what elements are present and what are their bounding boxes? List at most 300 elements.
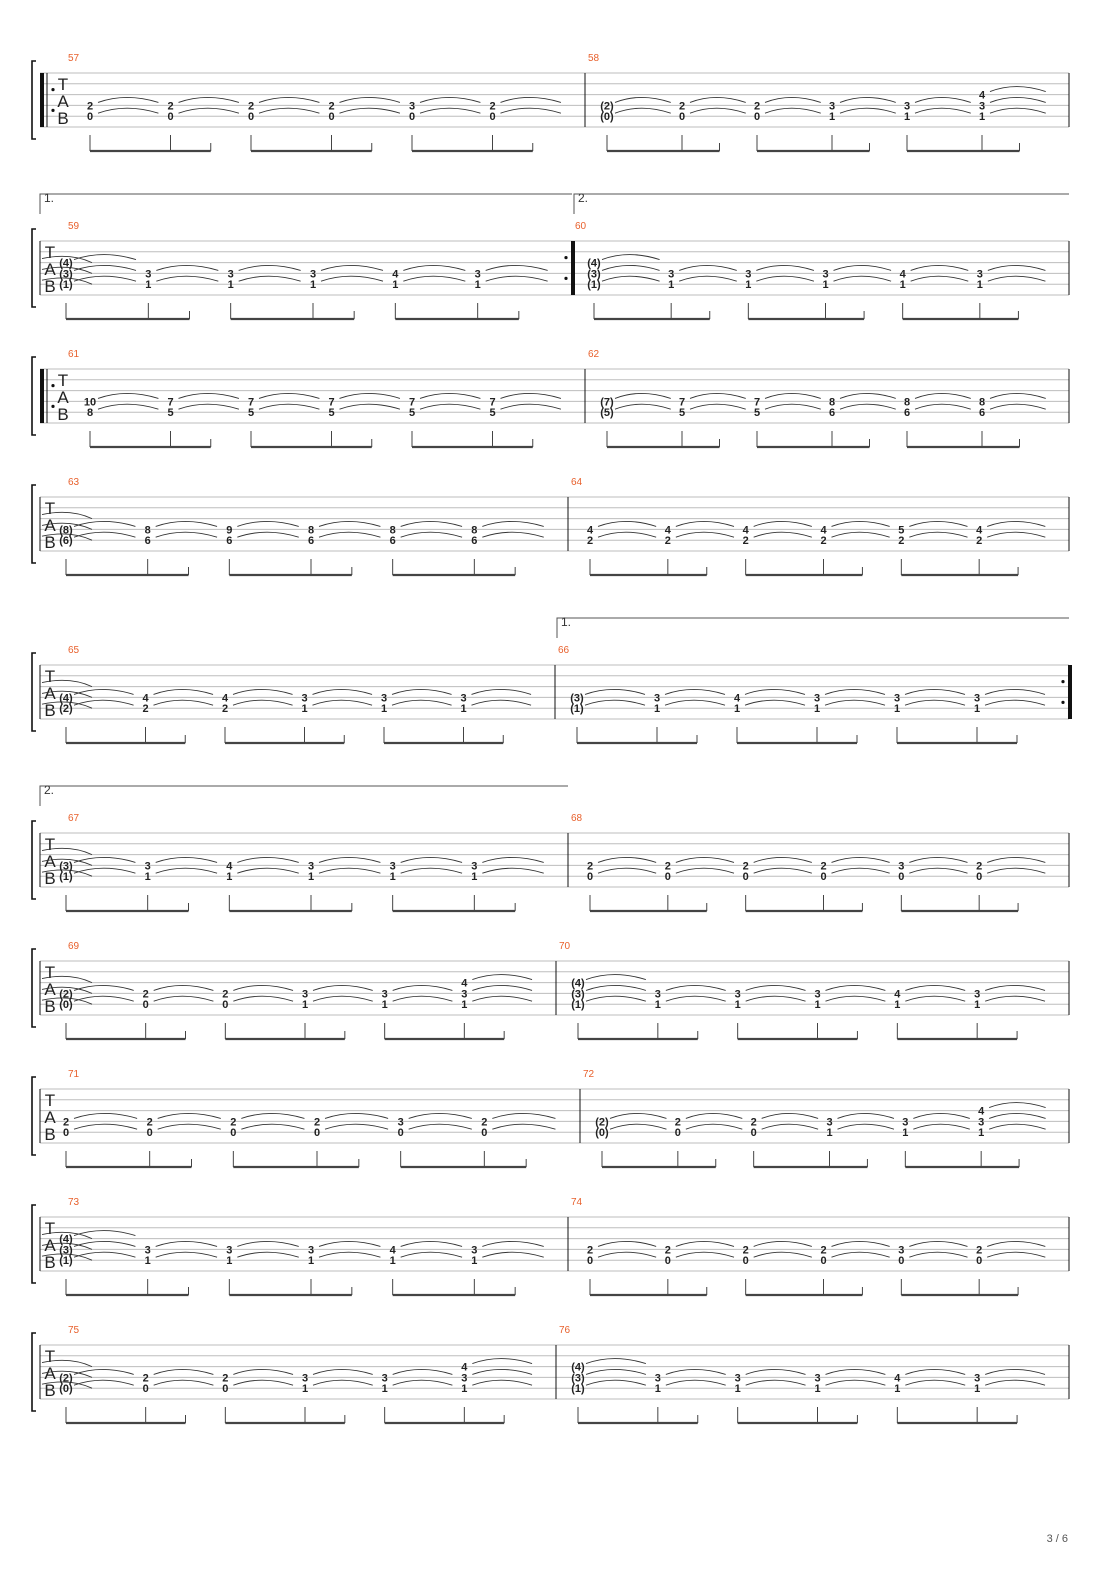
fret-number: 0: [142, 999, 149, 1012]
tie-arc: [233, 1380, 293, 1385]
tie-arc: [154, 996, 214, 1001]
tie-arc: [676, 532, 734, 537]
fret-number: 1: [814, 1383, 821, 1396]
measure-61: [68, 349, 561, 447]
tie-arc: [179, 97, 239, 102]
fret-number: 4: [894, 988, 901, 1001]
tab-clef-letter: A: [44, 1364, 56, 1383]
system-2: [32, 191, 1069, 319]
tie-arc: [482, 857, 543, 862]
tie-arc: [834, 276, 892, 281]
fret-number: (1): [59, 1255, 73, 1268]
fret-number: 1: [976, 279, 983, 292]
fret-number: 2: [481, 1116, 488, 1129]
measure-number: 62: [588, 349, 600, 360]
tie-arc: [615, 108, 671, 113]
fret-number: 0: [222, 999, 229, 1012]
measure-57: [68, 53, 561, 151]
measure-number: 61: [68, 349, 80, 360]
tie-arc: [909, 857, 967, 862]
fret-number: 4: [976, 524, 983, 537]
fret-number: 1: [828, 111, 836, 124]
tie-arc: [985, 1380, 1045, 1385]
tie-arc: [913, 1124, 969, 1129]
system-bracket: [32, 949, 36, 1027]
fret-number: 2: [489, 100, 496, 113]
tie-arc: [401, 521, 462, 526]
fret-number: 0: [230, 1127, 237, 1140]
volta-label: 2.: [44, 783, 55, 797]
fret-number: 1: [307, 1255, 315, 1268]
tie-arc: [321, 276, 383, 281]
fret-number: (4): [59, 1233, 73, 1246]
tie-arc: [826, 985, 886, 990]
measure-69: [59, 941, 532, 1039]
fret-number: 0: [742, 1255, 749, 1268]
tie-arc: [990, 393, 1046, 398]
fret-number: 3: [460, 692, 467, 705]
system-9: [32, 1197, 1069, 1295]
tie-arc: [746, 985, 806, 990]
tie-arc: [403, 276, 465, 281]
tie-arc: [98, 108, 158, 113]
tie-arc: [598, 532, 656, 537]
tie-arc: [676, 857, 734, 862]
fret-number: 1: [474, 279, 481, 292]
fret-number: 2: [976, 1244, 983, 1257]
fret-number: 2: [753, 100, 761, 113]
tie-arc: [482, 521, 543, 526]
tie-arc: [690, 393, 746, 398]
measure-number: 60: [575, 221, 587, 232]
tie-arc: [409, 1124, 472, 1129]
tie-arc: [233, 689, 293, 694]
fret-number: 0: [820, 871, 827, 884]
tie-arc: [690, 97, 746, 102]
tie-arc: [156, 1252, 217, 1257]
measure-65: [59, 645, 531, 743]
tie-arc: [909, 1252, 967, 1257]
tie-arc: [676, 1252, 734, 1257]
tie-arc: [319, 1241, 380, 1246]
tie-arc: [486, 265, 548, 270]
tie-arc: [666, 996, 726, 1001]
fret-number: (3): [59, 1244, 73, 1257]
fret-number: 3: [471, 1244, 478, 1257]
tie-arc: [762, 1124, 818, 1129]
tie-arc: [420, 404, 480, 409]
fret-number: 0: [481, 1127, 488, 1140]
system-3: [32, 349, 1069, 447]
measure-58: [588, 53, 1046, 151]
fret-number: 3: [307, 1244, 315, 1257]
fret-number: 3: [144, 1244, 151, 1257]
system-bracket: [32, 61, 36, 139]
fret-number: 0: [750, 1127, 757, 1140]
tie-arc: [420, 97, 480, 102]
fret-number: (5): [600, 407, 614, 420]
fret-number: 2: [146, 1116, 153, 1129]
fret-number: 4: [392, 268, 399, 281]
tie-arc: [602, 276, 660, 281]
tab-clef-letter: B: [57, 405, 69, 424]
measure-number: 57: [68, 53, 80, 64]
tie-arc: [313, 996, 373, 1001]
fret-number: (3): [59, 268, 73, 281]
tie-arc: [156, 276, 218, 281]
fret-number: 5: [328, 407, 335, 420]
fret-number: 2: [664, 535, 671, 548]
fret-number: 3: [898, 860, 905, 873]
fret-number: 2: [820, 1244, 827, 1257]
tie-arc: [74, 1113, 137, 1118]
tie-arc: [321, 265, 383, 270]
fret-number: 1: [144, 871, 151, 884]
tie-arc: [905, 996, 965, 1001]
fret-number: 3: [654, 1372, 661, 1385]
fret-number: 1: [973, 703, 981, 716]
tab-clef-letter: B: [44, 1125, 56, 1144]
tie-arc: [586, 996, 646, 1001]
tab-clef-letter: T: [44, 835, 56, 854]
fret-number: 3: [389, 860, 396, 873]
tie-arc: [482, 532, 543, 537]
tie-arc: [233, 985, 293, 990]
fret-number: 4: [389, 1244, 396, 1257]
fret-number: 4: [221, 692, 229, 705]
tie-arc: [259, 108, 319, 113]
tie-arc: [911, 265, 969, 270]
fret-number: 5: [489, 407, 496, 420]
tie-arc: [154, 1369, 214, 1374]
fret-number: 5: [167, 407, 174, 420]
tie-arc: [832, 1241, 890, 1246]
measure-number: 74: [571, 1197, 583, 1208]
tie-arc: [98, 393, 158, 398]
tie-arc: [840, 108, 896, 113]
tie-arc: [501, 97, 561, 102]
fret-number: 5: [247, 407, 255, 420]
tie-arc: [746, 1380, 806, 1385]
tie-arc: [233, 996, 293, 1001]
fret-number: (1): [59, 871, 73, 884]
tie-arc: [74, 1124, 137, 1129]
fret-number: 2: [664, 1244, 671, 1257]
tie-arc: [665, 689, 725, 694]
tab-clef-letter: T: [57, 371, 69, 390]
tie-arc: [990, 108, 1046, 113]
fret-number: 0: [976, 871, 983, 884]
tab-clef-letter: T: [44, 1091, 56, 1110]
tie-arc: [179, 404, 239, 409]
fret-number: 2: [230, 1116, 237, 1129]
tie-arc: [156, 857, 217, 862]
repeat-dot: [51, 405, 54, 408]
fret-number: 3: [828, 100, 836, 113]
fret-number: (3): [59, 860, 73, 873]
measure-number: 75: [68, 1325, 80, 1336]
tie-arc: [666, 1380, 726, 1385]
tie-arc: [179, 393, 239, 398]
fret-number: 1: [227, 279, 234, 292]
tie-arc: [313, 1369, 373, 1374]
fret-number: 7: [678, 396, 686, 409]
fret-number: 2: [167, 100, 174, 113]
fret-number: (2): [595, 1116, 609, 1129]
fret-number: 0: [742, 871, 749, 884]
fret-number: 0: [62, 1127, 70, 1140]
fret-number: 1: [668, 279, 675, 292]
tie-arc: [313, 689, 373, 694]
tie-arc: [989, 1124, 1045, 1129]
fret-number: 5: [678, 407, 686, 420]
fret-number: 6: [828, 407, 836, 420]
tie-arc: [158, 1124, 221, 1129]
tie-arc: [686, 1124, 742, 1129]
tie-arc: [679, 276, 737, 281]
fret-number: 3: [978, 1116, 985, 1129]
fret-number: 2: [750, 1116, 757, 1129]
fret-number: 1: [654, 999, 661, 1012]
measure-number: 65: [68, 645, 80, 656]
fret-number: 0: [664, 1255, 671, 1268]
system-bracket: [32, 229, 36, 307]
tie-arc: [241, 1124, 304, 1129]
tie-arc: [987, 1241, 1045, 1246]
system-bracket: [32, 1333, 36, 1411]
tie-arc: [615, 393, 671, 398]
fret-number: 3: [381, 1372, 388, 1385]
fret-number: 8: [828, 396, 836, 409]
tie-arc: [905, 1369, 965, 1374]
fret-number: 2: [976, 860, 983, 873]
tab-clef-letter: B: [44, 869, 56, 888]
tie-arc: [915, 393, 971, 398]
fret-number: 1: [389, 1255, 396, 1268]
fret-number: 1: [144, 1255, 151, 1268]
fret-number: 3: [813, 692, 821, 705]
fret-number: 2: [742, 1244, 749, 1257]
fret-number: 3: [898, 1244, 905, 1257]
tie-arc: [679, 265, 737, 270]
fret-number: 1: [745, 279, 752, 292]
tie-arc: [98, 97, 158, 102]
tie-arc: [313, 700, 373, 705]
fret-number: 3: [461, 988, 468, 1001]
tie-arc: [989, 1103, 1045, 1108]
fret-number: 6: [307, 535, 315, 548]
fret-number: 4: [978, 89, 986, 102]
tie-arc: [239, 265, 301, 270]
tab-clef-letter: T: [44, 1219, 56, 1238]
fret-number: 1: [461, 1383, 468, 1396]
tie-arc: [472, 1369, 532, 1374]
fret-number: 2: [820, 860, 827, 873]
tie-arc: [340, 393, 400, 398]
fret-number: 3: [668, 268, 675, 281]
tie-arc: [905, 1380, 965, 1385]
tie-arc: [754, 868, 812, 873]
tab-clef-letter: B: [44, 277, 56, 296]
fret-number: (0): [59, 1383, 73, 1396]
measure-74: [571, 1197, 1045, 1295]
fret-number: (3): [587, 268, 601, 281]
fret-number: 0: [898, 871, 905, 884]
tie-arc: [990, 97, 1046, 102]
fret-number: 3: [380, 692, 388, 705]
fret-number: (4): [59, 257, 73, 270]
tie-arc: [158, 1113, 221, 1118]
tie-arc: [472, 1359, 532, 1364]
tie-arc: [985, 1369, 1045, 1374]
measure-71: [63, 1069, 556, 1167]
tie-arc: [756, 265, 814, 270]
tie-arc: [472, 975, 532, 980]
fret-number: 2: [664, 860, 671, 873]
fret-number: 8: [307, 524, 315, 537]
repeat-dot: [51, 88, 54, 91]
fret-number: (4): [571, 977, 585, 990]
fret-number: 0: [674, 1127, 681, 1140]
fret-number: 2: [62, 1116, 70, 1129]
repeat-dot: [51, 384, 54, 387]
fret-number: 1: [145, 279, 152, 292]
fret-number: 4: [142, 692, 149, 705]
fret-number: 8: [389, 524, 396, 537]
tie-arc: [598, 521, 656, 526]
fret-number: 3: [814, 988, 821, 1001]
fret-number: 6: [471, 535, 478, 548]
fret-number: 2: [898, 535, 905, 548]
tie-arc: [909, 1241, 967, 1246]
measure-63: [59, 477, 543, 575]
tie-arc: [74, 276, 136, 281]
tie-arc: [825, 700, 885, 705]
tie-arc: [154, 700, 214, 705]
tie-arc: [988, 276, 1046, 281]
tab-clef-letter: B: [44, 1253, 56, 1272]
fret-number: (1): [571, 999, 585, 1012]
fret-number: 6: [978, 407, 986, 420]
measure-73: [59, 1197, 543, 1295]
fret-number: 1: [733, 703, 741, 716]
fret-number: 0: [898, 1255, 905, 1268]
tie-arc: [754, 521, 812, 526]
system-bracket: [32, 485, 36, 563]
tie-arc: [676, 1241, 734, 1246]
measure-number: 71: [68, 1069, 80, 1080]
tie-arc: [401, 857, 462, 862]
tie-arc: [987, 521, 1045, 526]
fret-number: 2: [247, 100, 255, 113]
tie-arc: [765, 108, 821, 113]
fret-number: 3: [145, 268, 152, 281]
system-bracket: [32, 653, 36, 731]
tie-arc: [665, 700, 725, 705]
fret-number: 8: [144, 524, 151, 537]
system-bracket: [32, 821, 36, 899]
tie-arc: [154, 1380, 214, 1385]
fret-number: 2: [222, 1372, 229, 1385]
fret-number: 3: [226, 1244, 233, 1257]
fret-number: 0: [586, 871, 594, 884]
fret-number: 2: [742, 535, 749, 548]
tab-clef-letter: T: [44, 667, 56, 686]
fret-number: 3: [461, 1372, 468, 1385]
tie-arc: [745, 700, 805, 705]
tie-arc: [915, 404, 971, 409]
tie-arc: [586, 1369, 646, 1374]
tie-arc: [745, 689, 805, 694]
fret-number: 3: [307, 860, 315, 873]
volta-bracket: [40, 194, 572, 214]
tie-arc: [259, 404, 319, 409]
fret-number: 1: [460, 703, 467, 716]
tie-arc: [472, 700, 532, 705]
tie-arc: [825, 689, 885, 694]
fret-number: 1: [734, 999, 741, 1012]
tie-arc: [765, 97, 821, 102]
fret-number: (7): [600, 396, 614, 409]
repeat-dot: [564, 277, 567, 280]
fret-number: 1: [301, 999, 309, 1012]
fret-number: 2: [142, 1372, 149, 1385]
fret-number: 6: [903, 407, 911, 420]
tie-arc: [987, 1252, 1045, 1257]
tie-arc: [392, 700, 452, 705]
fret-number: 3: [976, 268, 983, 281]
tie-arc: [409, 1113, 472, 1118]
fret-number: 3: [301, 692, 308, 705]
tie-arc: [915, 97, 971, 102]
tie-arc: [154, 985, 214, 990]
tie-arc: [913, 1113, 969, 1118]
tie-arc: [586, 985, 646, 990]
tie-arc: [98, 404, 158, 409]
fret-number: 1: [822, 279, 829, 292]
system-10: [32, 1325, 1069, 1423]
fret-number: 10: [83, 396, 97, 409]
tie-arc: [156, 521, 217, 526]
tab-clef-letter: B: [44, 1381, 56, 1400]
fret-number: 2: [674, 1116, 681, 1129]
measure-64: [571, 477, 1045, 575]
fret-number: 1: [814, 999, 821, 1012]
tie-arc: [585, 700, 645, 705]
tie-arc: [319, 1252, 380, 1257]
tie-arc: [676, 521, 734, 526]
measure-number: 72: [583, 1069, 595, 1080]
fret-number: 2: [86, 100, 94, 113]
tie-arc: [482, 1252, 543, 1257]
fret-number: (2): [59, 1372, 73, 1385]
tie-arc: [237, 1252, 298, 1257]
fret-number: 4: [742, 524, 749, 537]
fret-number: (2): [59, 703, 73, 716]
tie-arc: [154, 689, 214, 694]
tie-arc: [401, 1241, 462, 1246]
fret-number: 6: [389, 535, 396, 548]
fret-number: 0: [678, 111, 686, 124]
tie-arc: [393, 985, 453, 990]
tie-arc: [985, 689, 1045, 694]
tie-arc: [340, 108, 400, 113]
tie-arc: [840, 97, 896, 102]
fret-number: 0: [313, 1127, 321, 1140]
tie-arc: [585, 689, 645, 694]
tie-arc: [746, 1369, 806, 1374]
tie-arc: [765, 404, 821, 409]
